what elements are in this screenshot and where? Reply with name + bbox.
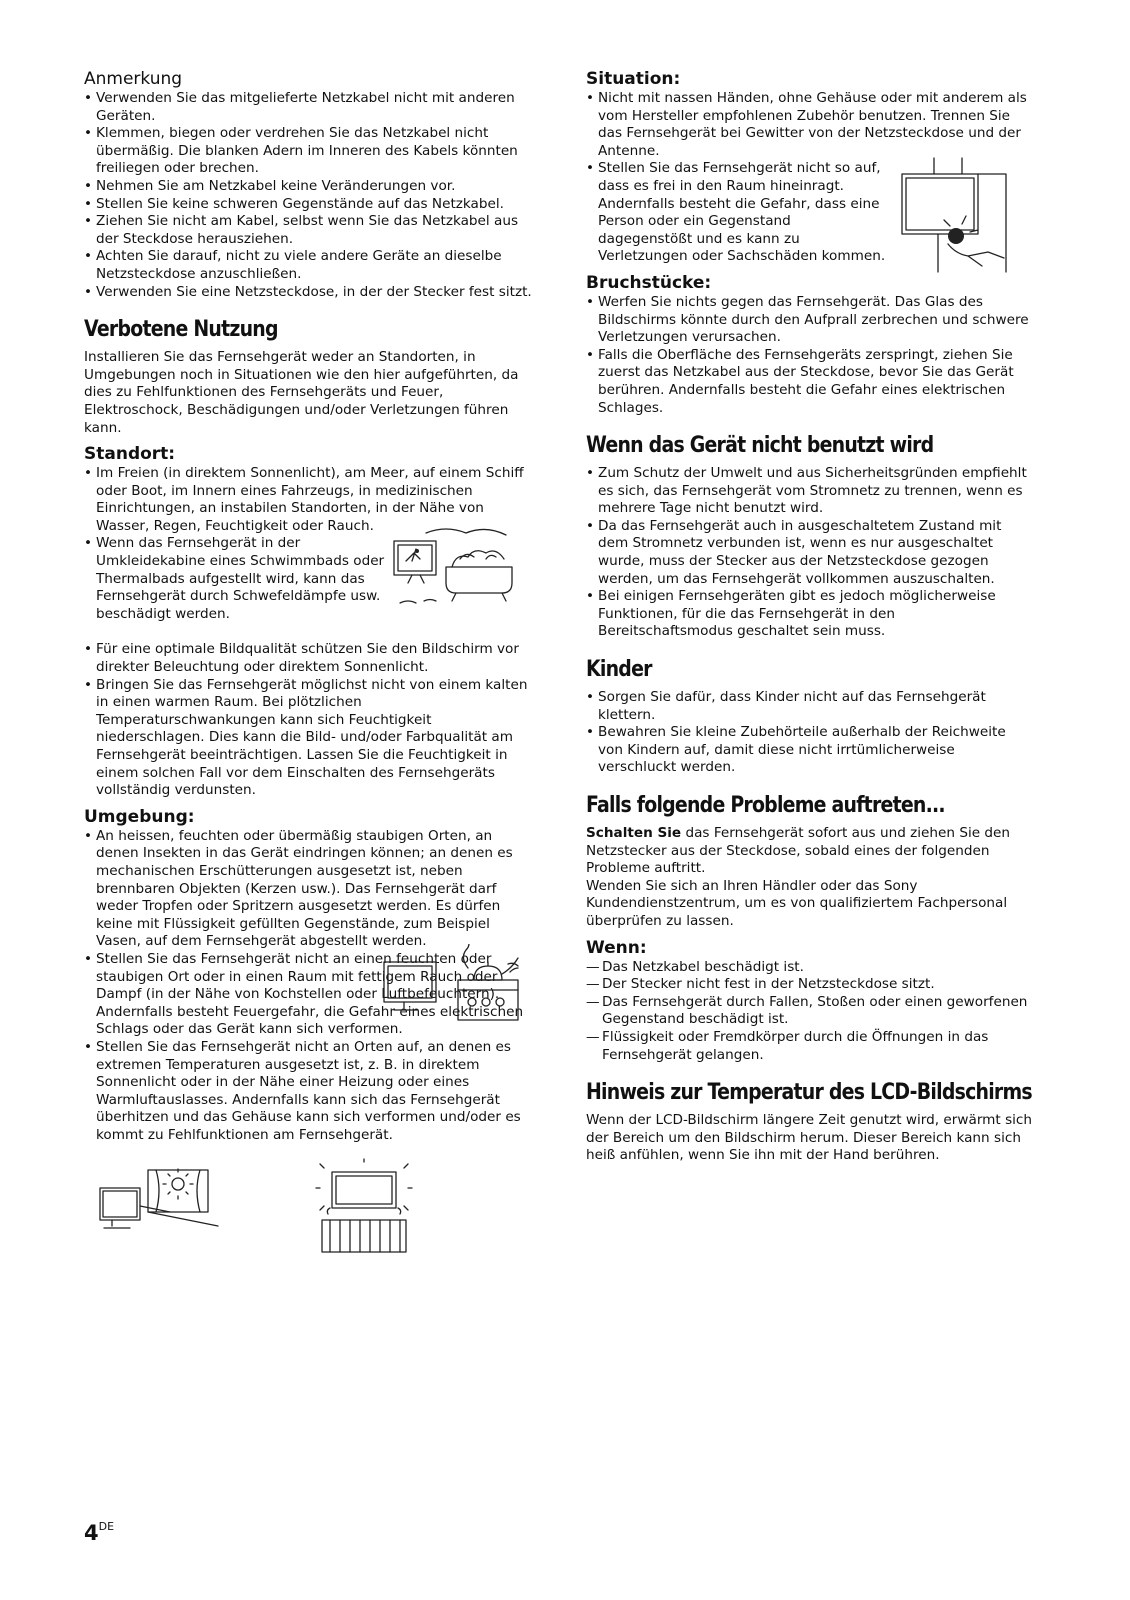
bathroom-tv-illustration-icon <box>390 523 520 609</box>
umgebung-heading: Umgebung: <box>84 806 195 827</box>
page-number-value: 4 <box>84 1521 99 1545</box>
situation-list <box>586 90 1034 266</box>
wall-mounted-tv-hazard-illustration-icon <box>886 156 1026 274</box>
list-item: • Nehmen Sie am Netzkabel keine Veränderungen vor. <box>84 178 534 196</box>
wenn-heading: Wenn: <box>586 937 647 958</box>
list-item: • Stellen Sie keine schweren Gegenstände auf das Netzkabel. <box>84 196 534 214</box>
kinder-list <box>586 689 1034 777</box>
list-item: • Sorgen Sie dafür, dass Kinder nicht auf das Fernsehgerät klettern. <box>586 689 1034 724</box>
probleme-para2: Wenden Sie sich an Ihren Händler oder das Sony Kundendienstzentrum, um es von qualifiziertem Fachpersonal überprüfen zu lassen. <box>586 877 1008 929</box>
list-item: • Verwenden Sie eine Netzsteckdose, in der der Stecker fest sitzt. <box>84 284 534 302</box>
list-item: • Achten Sie darauf, nicht zu viele andere Geräte an dieselbe Netzsteckdose anzuschließen. <box>84 248 534 283</box>
probleme-heading: Falls folgende Probleme auftreten... <box>586 793 945 818</box>
list-item: • Ziehen Sie nicht am Kabel, selbst wenn Sie das Netzkabel aus der Steckdose herausziehen. <box>84 213 534 248</box>
list-item: — Der Stecker nicht fest in der Netzsteckdose sitzt. <box>586 976 1034 994</box>
list-item: • Verwenden Sie das mitgelieferte Netzkabel nicht mit anderen Geräten. <box>84 90 534 125</box>
kitchen-steam-tv-illustration-icon <box>380 944 530 1024</box>
heater-tv-illustration-icon <box>314 1158 414 1254</box>
verbotene-nutzung-intro: Installieren Sie das Fernsehgerät weder an Standorten, in Umgebungen noch in Situationen wie den hier aufgeführten, da dies zu Fehlfunktionen des Fernsehgeräts und Feuer, Elektroschock, Beschädigungen und/oder Verletzungen führen kann. <box>84 349 519 436</box>
standort-heading: Standort: <box>84 444 176 465</box>
probleme-lead-rest: das Fernsehgerät sofort aus und ziehen Sie den Netzstecker aus der Steckdose, sobald eines der folgenden Probleme auftritt. <box>586 825 1011 877</box>
list-item: • Werfen Sie nichts gegen das Fernsehgerät. Das Glas des Bildschirms könnte durch den Aufprall zerbrechen und schwere Verletzungen verursachen. <box>586 294 1034 347</box>
list-item: • Im Freien (in direktem Sonnenlicht), am Meer, auf einem Schiff oder Boot, im Innern eines Fahrzeugs, in medizinischen Einrichtungen, an instabilen Standorten, in der Nähe von Wasser, Regen, Feuchtigkeit oder Rauch. <box>84 465 534 535</box>
list-item: — Das Fernsehgerät durch Fallen, Stoßen oder einen geworfenen Gegenstand beschädigt ist. <box>586 994 1034 1029</box>
list-item: • Falls die Oberfläche des Fernsehgeräts zerspringt, ziehen Sie zuerst das Netzkabel aus der Steckdose, bevor Sie das Gerät berühren. Andernfalls besteht die Gefahr eines elektrischen Schlages. <box>586 347 1034 417</box>
sunlight-window-tv-illustration-icon <box>96 1166 246 1236</box>
kinder-heading: Kinder <box>586 657 652 683</box>
list-item: • Bringen Sie das Fernsehgerät möglichst nicht von einem kalten in einen warmen Raum. Bei plötzlichen Temperaturschwankungen kann sich Feuchtigkeit niederschlagen. Dies kann die Bild- und/oder Farbqualität am Fernsehgerät beeinträchtigen. Lassen Sie die Feuchtigkeit in einem solchen Fall vor dem Einschalten des Fernsehgeräts vollständig verdunsten. <box>84 677 534 800</box>
list-item: • Für eine optimale Bildqualität schützen Sie den Bildschirm vor direkter Beleuchtung oder direktem Sonnenlicht. <box>84 641 534 676</box>
list-item: • Bewahren Sie kleine Zubehörteile außerhalb der Reichweite von Kindern auf, damit diese nicht irrtümlicherweise verschluckt werden. <box>586 724 1034 777</box>
list-item: • Nicht mit nassen Händen, ohne Gehäuse oder mit anderem als vom Hersteller empfohlenen Zubehör benutzen. Trennen Sie das Fernsehgerät bei Gewitter von der Netzsteckdose und der Antenne. <box>586 90 1034 160</box>
list-item: • Klemmen, biegen oder verdrehen Sie das Netzkabel nicht übermäßig. Die blanken Adern im Inneren des Kabels könnten freiliegen oder brechen. <box>84 125 534 178</box>
page-number <box>84 1520 114 1545</box>
page-language-code: DE <box>98 1520 115 1533</box>
anmerkung-list <box>84 90 534 301</box>
bruchstuecke-heading: Bruchstücke: <box>586 272 712 293</box>
list-item-text: • Stellen Sie das Fernsehgerät nicht so auf, dass es frei in den Raum hineinragt. Andernfalls besteht die Gefahr, dass eine Person oder ein Gegenstand dagegenstößt und es kann zu Verletzungen oder Sachschäden kommen. <box>598 160 886 265</box>
lcd-text: Wenn der LCD-Bildschirm längere Zeit genutzt wird, erwärmt sich der Bereich um den Bildschirm herum. Dieser Bereich kann sich heiß anfühlen, wenn Sie ihn mit der Hand berühren. <box>586 1112 1033 1164</box>
list-item: — Das Netzkabel beschädigt ist. <box>586 959 1034 977</box>
anmerkung-heading: Anmerkung <box>84 69 183 89</box>
situation-heading: Situation: <box>586 69 681 89</box>
list-item <box>84 535 534 641</box>
right-column <box>586 68 1034 1165</box>
list-item: • Bei einigen Fernsehgeräten gibt es jedoch möglicherweise Funktionen, für die das Fernsehgerät in den Bereitschaftsmodus geschaltet sein muss. <box>586 588 1034 641</box>
list-item: • Zum Schutz der Umwelt und aus Sicherheitsgründen empfiehlt es sich, das Fernsehgerät vom Stromnetz zu trennen, wenn es mehrere Tage nicht benutzt wird. <box>586 465 1034 518</box>
lcd-heading: Hinweis zur Temperatur des LCD-Bildschirms <box>586 1080 1032 1106</box>
wenn-list <box>586 959 1034 1065</box>
list-item: • Da das Fernsehgerät auch in ausgeschaltetem Zustand mit dem Stromnetz verbunden ist, wenn es nur ausgeschaltet wurde, muss der Stecker aus der Netzsteckdose gezogen werden, um das Fernsehgerät vollkommen auszuschalten. <box>586 518 1034 588</box>
bruchstuecke-list <box>586 294 1034 417</box>
list-item: • Stellen Sie das Fernsehgerät nicht an Orten auf, an denen es extremen Temperaturen ausgesetzt ist, z. B. in direktem Sonnenlicht oder in der Nähe einer Heizung oder eines Warmluftauslasses. Andernfalls kann sich das Fernsehgerät überhitzen und das Gehäuse kann sich verformen und/oder es kommt zu Fehlfunktionen am Fernsehgerät. <box>84 1039 534 1145</box>
list-item <box>586 160 1034 266</box>
verbotene-nutzung-heading: Verbotene Nutzung <box>84 317 278 343</box>
list-item: • An heissen, feuchten oder übermäßig staubigen Orten, an denen Insekten in das Gerät eindringen können; an denen es mechanischen Erschütterungen ausgesetzt ist, neben brennbaren Objekten (Kerzen usw.). Das Fernsehgerät darf weder Tropfen oder Spritzern ausgesetzt werden. Es dürfen keine mit Flüssigkeit gefüllten Gegenstände, zum Beispiel Vasen, auf dem Fernsehgerät abgestellt werden. <box>84 828 534 951</box>
nicht-benutzt-list <box>586 465 1034 641</box>
probleme-lead-bold: Schalten Sie <box>586 825 682 841</box>
list-item-text: • Wenn das Fernsehgerät in der Umkleidekabine eines Schwimmbads oder Thermalbads aufgestellt wird, kann das Fernsehgerät durch Schwefeldämpfe usw. beschädigt werden. <box>96 535 385 622</box>
list-item: — Flüssigkeit oder Fremdkörper durch die Öffnungen in das Fernsehgerät gelangen. <box>586 1029 1034 1064</box>
standort-list <box>84 465 534 800</box>
probleme-lead <box>586 825 1034 878</box>
list-item-text: • Stellen Sie das Fernsehgerät nicht an einen feuchten oder staubigen Ort oder in einen Raum mit fettigem Rauch oder Dampf (in der Nähe von Kochstellen oder Luftbefeuchtern). Andernfalls besteht Feuergefahr, die Gefahr eines elektrischen Schlags oder das Gerät kann sich verformen. <box>96 950 524 1038</box>
nicht-benutzt-heading: Wenn das Gerät nicht benutzt wird <box>586 433 934 459</box>
